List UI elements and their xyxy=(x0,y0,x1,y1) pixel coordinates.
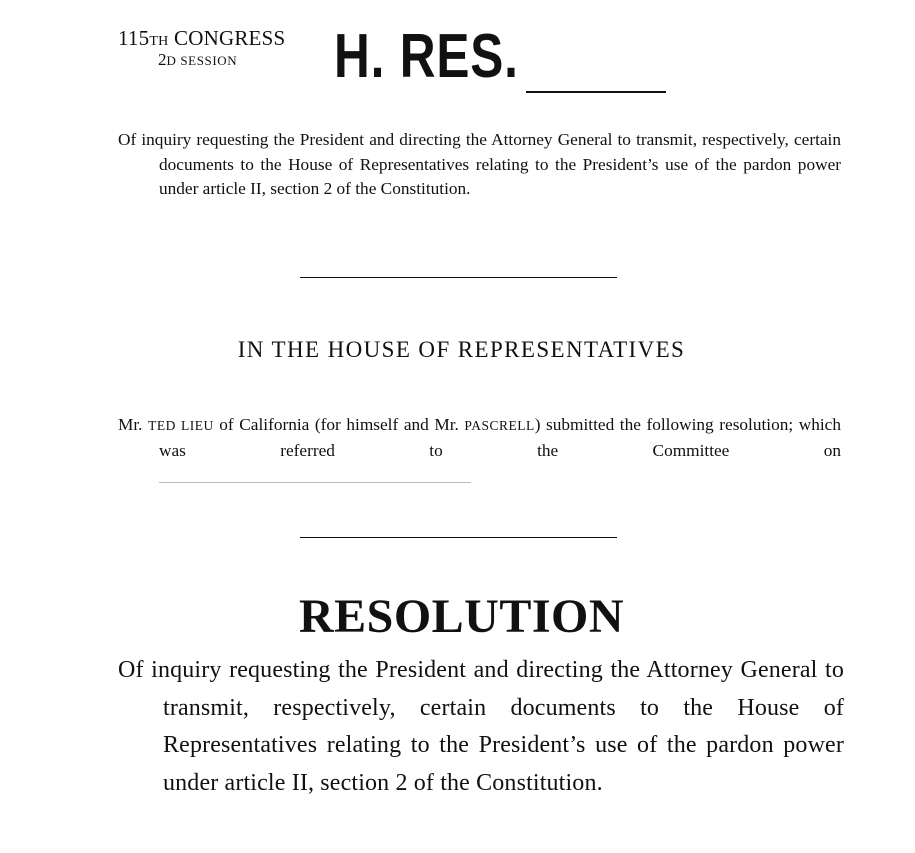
divider-rule xyxy=(300,277,617,278)
session-number: 2 xyxy=(158,50,167,69)
official-title: Of inquiry requesting the President and directing the Attorney General to transmit, respectively, certain documents to the House of Representatives relating to the President’s use of the pardon power under article II, section 2 of the Constitution. xyxy=(118,130,841,198)
session-label xyxy=(158,50,237,71)
sponsor-middle: of California (for himself and Mr. xyxy=(213,415,465,434)
sponsor-suffix: ) submitted the following resolution; which was referred to the Committee on xyxy=(159,415,841,460)
committee-blank xyxy=(159,482,471,483)
resolution-number-blank xyxy=(526,91,666,93)
congress-number: 115 xyxy=(118,26,150,50)
sponsor-name: TED LIEU xyxy=(148,418,214,433)
congress-word: CONGRESS xyxy=(168,26,286,50)
session-suffix: D xyxy=(166,53,177,68)
measure-type: H. RES. xyxy=(334,22,519,91)
cosponsor-name: PASCRELL xyxy=(464,418,535,433)
session-word: SESSION xyxy=(176,53,238,68)
resolution-heading: RESOLUTION xyxy=(298,590,625,643)
chamber-heading: IN THE HOUSE OF REPRESENTATIVES xyxy=(237,337,686,362)
divider-rule xyxy=(300,537,617,538)
congress-suffix: TH xyxy=(149,34,169,49)
sponsor-statement xyxy=(118,413,841,463)
sponsor-prefix: Mr. xyxy=(118,415,149,434)
resolution-body: Of inquiry requesting the President and directing the Attorney General to transmit, respectively, certain documents to the House of Representatives relating to the President’s use of the pardon power under article II, section 2 of the Constitution. xyxy=(118,657,844,796)
